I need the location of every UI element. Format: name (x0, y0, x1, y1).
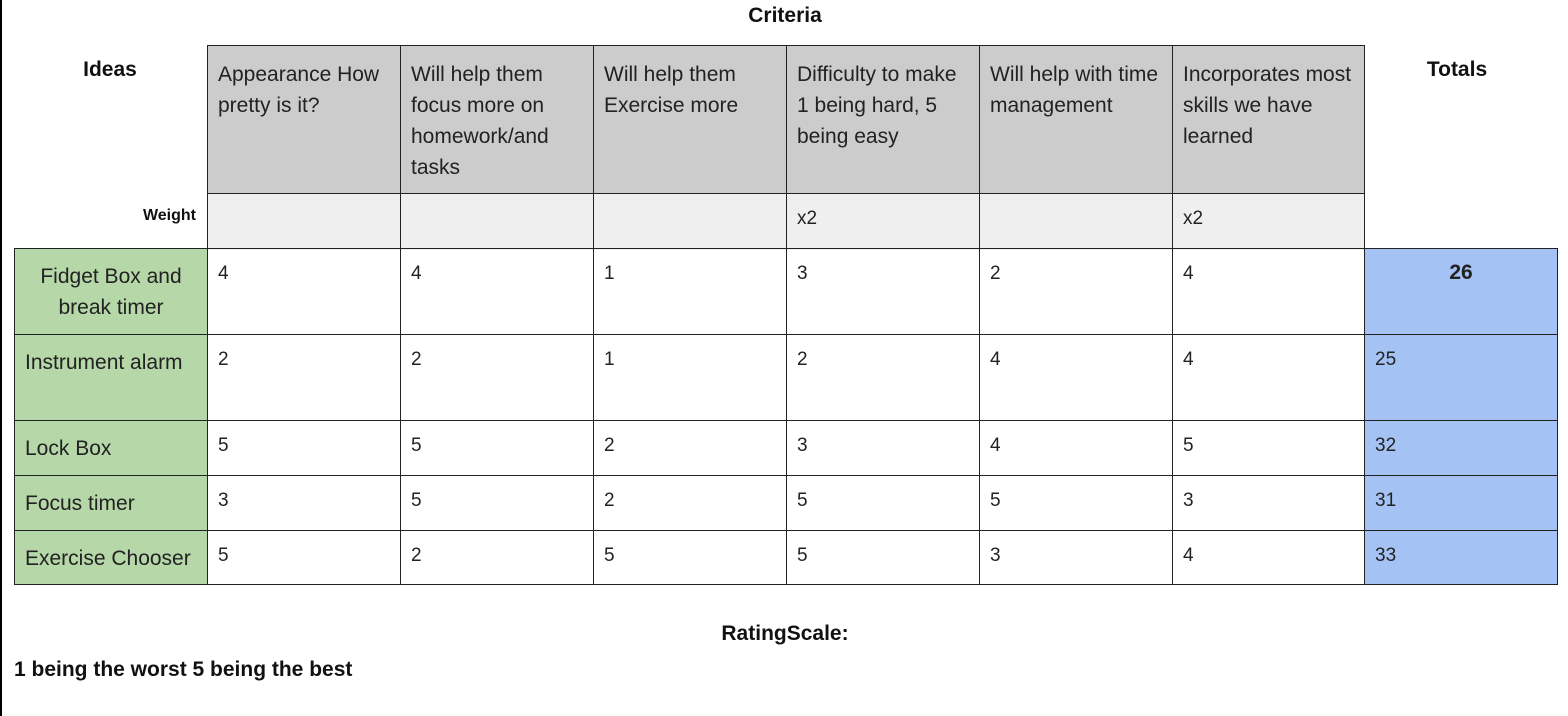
idea-name: Exercise Chooser (15, 531, 208, 585)
totals-column-title: Totals (1426, 58, 1488, 81)
idea-name: Instrument alarm (15, 335, 208, 421)
score-cell: 4 (1173, 531, 1365, 585)
rating-scale-title: RatingScale: (721, 622, 849, 645)
weight-row-label: Weight (142, 207, 196, 224)
total-cell: 25 (1365, 335, 1558, 421)
score-cell: 2 (787, 335, 980, 421)
score-cell: 5 (401, 421, 594, 476)
score-cell: 3 (1173, 476, 1365, 531)
score-cell: 5 (980, 476, 1173, 531)
score-cell: 4 (1173, 249, 1365, 335)
score-cell: 4 (980, 335, 1173, 421)
criterion-header: Will help them focus more on homework/and tasks (401, 46, 594, 194)
score-cell: 5 (1173, 421, 1365, 476)
score-cell: 4 (980, 421, 1173, 476)
score-cell: 2 (594, 421, 787, 476)
criterion-header: Appearance How pretty is it? (208, 46, 401, 194)
idea-name: Lock Box (15, 421, 208, 476)
score-cell: 4 (401, 249, 594, 335)
criterion-header: Will help with time management (980, 46, 1173, 194)
criteria-header-table (207, 45, 1365, 250)
criterion-weight (401, 194, 594, 250)
total-cell: 31 (1365, 476, 1558, 531)
criterion-weight (208, 194, 401, 250)
criterion-header: Incorporates most skills we have learned (1173, 46, 1365, 194)
score-cell: 3 (787, 249, 980, 335)
score-cell: 5 (787, 476, 980, 531)
score-cell: 4 (208, 249, 401, 335)
score-cell: 2 (980, 249, 1173, 335)
total-cell: 26 (1365, 249, 1558, 335)
score-cell: 1 (594, 249, 787, 335)
score-cell: 2 (401, 531, 594, 585)
left-border-line (0, 0, 2, 716)
total-cell: 32 (1365, 421, 1558, 476)
score-cell: 5 (208, 421, 401, 476)
score-cell: 5 (787, 531, 980, 585)
score-cell: 2 (401, 335, 594, 421)
decision-matrix-table (14, 248, 1558, 585)
criterion-header: Will help them Exercise more (594, 46, 787, 194)
rating-scale-description: 1 being the worst 5 being the best (14, 658, 353, 681)
total-cell: 33 (1365, 531, 1558, 585)
score-cell: 3 (208, 476, 401, 531)
criterion-weight (980, 194, 1173, 250)
ideas-column-title: Ideas (83, 58, 137, 81)
criterion-weight (594, 194, 787, 250)
score-cell: 2 (208, 335, 401, 421)
score-cell: 3 (980, 531, 1173, 585)
score-cell: 4 (1173, 335, 1365, 421)
score-cell: 5 (208, 531, 401, 585)
score-cell: 5 (594, 531, 787, 585)
criterion-weight: x2 (1173, 194, 1365, 250)
criteria-title: Criteria (748, 4, 822, 27)
criterion-header: Difficulty to make 1 being hard, 5 being easy (787, 46, 980, 194)
idea-name: Fidget Box and break timer (15, 249, 208, 335)
score-cell: 3 (787, 421, 980, 476)
score-cell: 5 (401, 476, 594, 531)
score-cell: 2 (594, 476, 787, 531)
score-cell: 1 (594, 335, 787, 421)
idea-name: Focus timer (15, 476, 208, 531)
criterion-weight: x2 (787, 194, 980, 250)
